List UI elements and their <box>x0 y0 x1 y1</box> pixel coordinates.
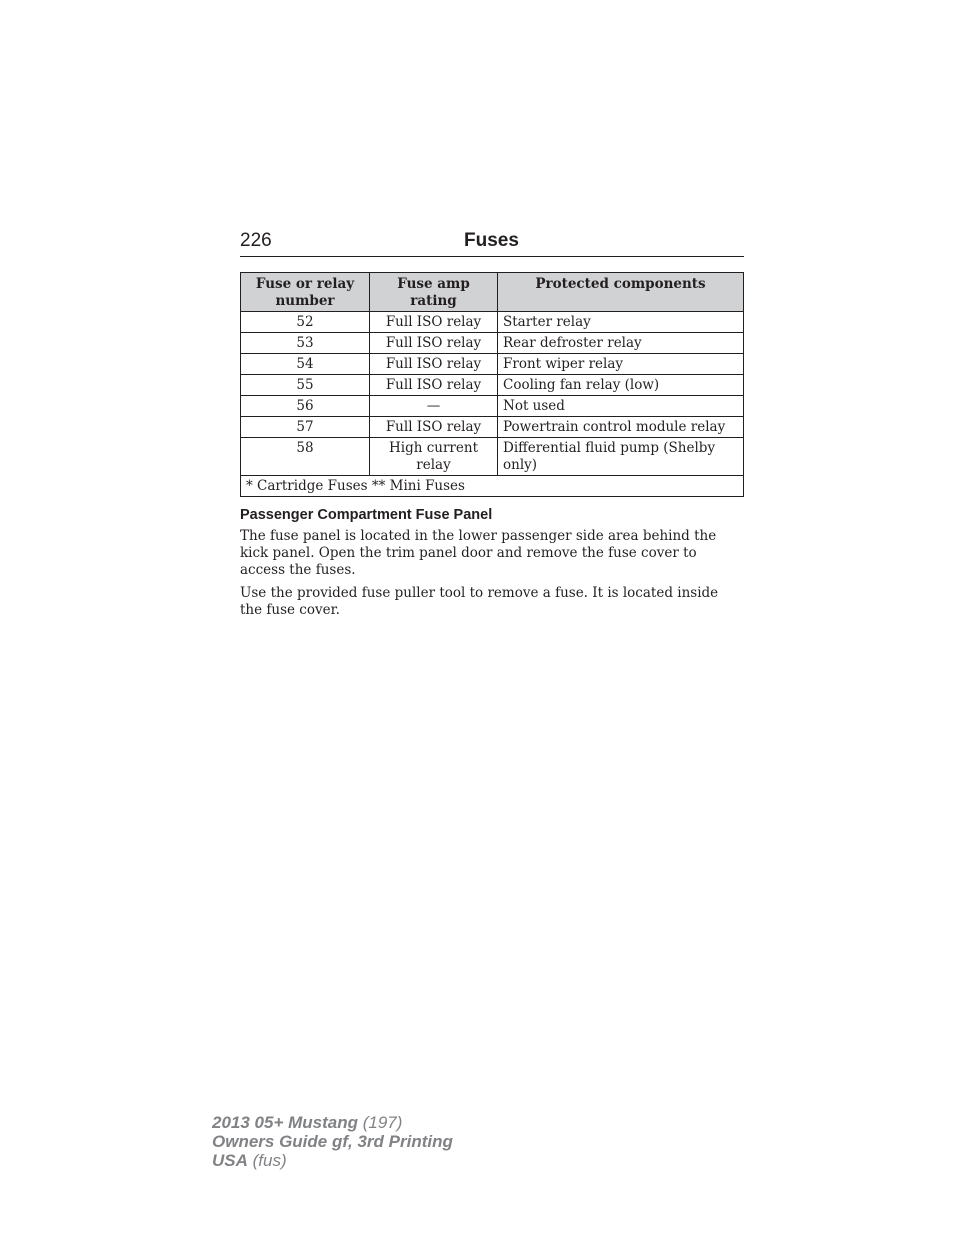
subheading: Passenger Compartment Fuse Panel <box>240 507 493 523</box>
footer-model-code: (197) <box>362 1113 403 1132</box>
protected-component-cell: Front wiper relay <box>498 354 744 375</box>
protected-component-cell: Cooling fan relay (low) <box>498 375 744 396</box>
amp-rating-cell: Full ISO relay <box>370 417 498 438</box>
fuse-number-cell: 55 <box>241 375 370 396</box>
footer-guide-edition: Owners Guide gf, 3rd Printing <box>212 1132 453 1151</box>
fuse-number-cell: 54 <box>241 354 370 375</box>
footer-line <box>212 1151 453 1170</box>
table-row <box>241 438 744 476</box>
amp-rating-cell: Full ISO relay <box>370 375 498 396</box>
footer-model: 2013 05+ Mustang <box>212 1113 358 1132</box>
footer-line <box>212 1113 453 1132</box>
footer-section-code: (fus) <box>252 1151 287 1170</box>
amp-rating-cell: — <box>370 396 498 417</box>
table-row <box>241 417 744 438</box>
protected-component-cell: Rear defroster relay <box>498 333 744 354</box>
page-footer <box>212 1113 453 1170</box>
body-paragraph: Use the provided fuse puller tool to remove a fuse. It is located inside the fuse cover. <box>240 585 719 618</box>
table-row <box>241 333 744 354</box>
table-row <box>241 375 744 396</box>
amp-rating-cell: High current relay <box>370 438 498 476</box>
table-row <box>241 354 744 375</box>
column-header-protected-components: Protected components <box>498 273 744 312</box>
footer-region: USA <box>212 1151 248 1170</box>
footer-line <box>212 1132 453 1151</box>
protected-component-cell: Differential fluid pump (Shelby only) <box>498 438 744 476</box>
amp-rating-cell: Full ISO relay <box>370 333 498 354</box>
table-footnote: * Cartridge Fuses ** Mini Fuses <box>241 476 744 497</box>
fuse-number-cell: 58 <box>241 438 370 476</box>
fuse-table <box>240 272 744 497</box>
table-row <box>241 396 744 417</box>
section-title: Fuses <box>464 230 519 251</box>
protected-component-cell: Starter relay <box>498 312 744 333</box>
fuse-number-cell: 52 <box>241 312 370 333</box>
fuse-number-cell: 53 <box>241 333 370 354</box>
column-header-fuse-number: Fuse or relay number <box>241 273 370 312</box>
protected-component-cell: Not used <box>498 396 744 417</box>
fuse-number-cell: 56 <box>241 396 370 417</box>
table-row <box>241 312 744 333</box>
amp-rating-cell: Full ISO relay <box>370 354 498 375</box>
page-number: 226 <box>240 230 272 251</box>
fuse-number-cell: 57 <box>241 417 370 438</box>
table-footnote-row <box>241 476 744 497</box>
amp-rating-cell: Full ISO relay <box>370 312 498 333</box>
page-header <box>240 228 744 257</box>
protected-component-cell: Powertrain control module relay <box>498 417 744 438</box>
body-paragraph: The fuse panel is located in the lower passenger side area behind the kick panel. Open the trim panel door and remove the fuse cover to access the fuses. <box>240 528 717 578</box>
column-header-amp-rating: Fuse amp rating <box>370 273 498 312</box>
table-header-row <box>241 273 744 312</box>
